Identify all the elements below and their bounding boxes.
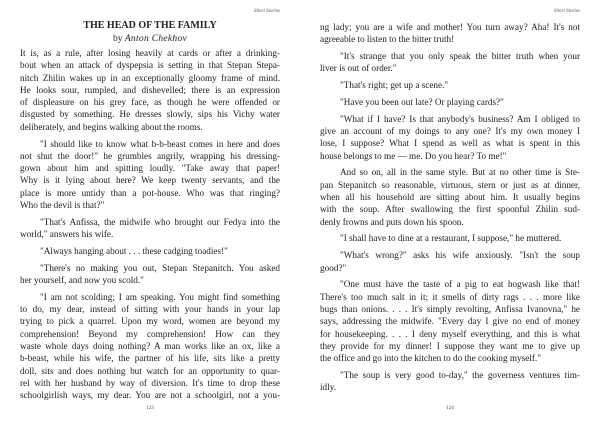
author-name: Anton Chekhov [124, 34, 188, 44]
text-line: And so on, all in the same style. But at no other time is Ste- [340, 167, 580, 178]
text-line: nitch Zhilin wakes up in an exceptionally gloomy frame of mind. [20, 72, 280, 83]
page-body [320, 21, 580, 398]
text-line: give an account of my doings to any one? It's my own money I [320, 126, 580, 137]
text-line: they provide for my dinner! I suppose they want me to give up [320, 340, 580, 351]
text-line: trying to pick a quarrel. Upon my word, women are beyond my [20, 316, 280, 327]
text-line: schoolgirlish ways, my dear. You are not a schoolgirl, not a you- [20, 390, 280, 401]
text-line: ng lady; you are a wife and mother! You turn away? Aha! It's not [320, 22, 580, 32]
text-line: with the soup. After swallowing the first spoonful Zhilin sud- [320, 204, 580, 215]
text-line: not shut the door!" he grumbles angrily, wrapping his dressing- [20, 150, 280, 161]
text-line: "I am not scolding; I am speaking. You might find something [40, 291, 280, 302]
paragraph [320, 50, 580, 75]
text-line: "What's wrong?" asks his wife anxiously. "Isn't the soup [340, 250, 580, 261]
page-number: 123 [146, 406, 154, 411]
text-line: for housekeeping. . . . I deny myself everything, and this is what [320, 328, 580, 339]
text-line: her yourself, and now you scold." [20, 275, 144, 286]
text-line: gown about him and spitting loudly. "Take away that paper! [20, 163, 280, 174]
paragraph [20, 216, 280, 241]
paragraph [20, 262, 280, 287]
paragraph [320, 96, 580, 108]
paragraph [20, 47, 280, 133]
text-line: idly. [320, 382, 336, 393]
paragraph [320, 166, 580, 227]
text-line: "Have you been out late? Or playing cards?" [340, 96, 504, 107]
text-line: "The soup is very good to-day," the governess ventures tim- [340, 369, 580, 380]
text-line: "One must have the taste of a pig to eat hogwash like that! [340, 279, 580, 290]
text-line: of displeasure on his grey face, as though he were offended or [20, 97, 280, 108]
paragraph [20, 138, 280, 212]
paragraph [320, 79, 580, 91]
text-line: pan Stepanitch so reasonable, virtuous, stern or just as at dinner, [320, 179, 580, 190]
text-line: denly frowns and puts down his spoon. [320, 216, 464, 227]
text-line: liver is out of order." [320, 63, 397, 74]
right-page [300, 0, 600, 424]
text-line: "It's strange that you only speak the bitter truth when your [340, 51, 580, 62]
paragraph [20, 291, 280, 402]
text-line: comprehension! Beyond my comprehension! How can they [20, 328, 280, 339]
text-line: "That's Anfissa, the midwife who brought our Fedya into the [40, 216, 280, 227]
paragraph [320, 369, 580, 394]
text-line: "There's no making you out, Stepan Stepanitch. You asked [40, 262, 280, 273]
text-line: Why is it lying about here? We keep twenty servants, and the [20, 175, 280, 186]
text-line: "What if I have? Is that anybody's business? Am I obliged to [340, 113, 580, 124]
text-line: "That's right; get up a scene." [340, 80, 449, 91]
text-line: bugs than onions. . . . It's simply revolting, Anfissa Ivanovna," he [320, 303, 580, 314]
text-line: waste whole days doing nothing? A man works like an ox, like a [20, 341, 280, 352]
story-title: THE HEAD OF THE FAMILY [83, 20, 217, 31]
paragraph [320, 278, 580, 364]
text-line: deliberately, and begins walking about the rooms. [20, 121, 203, 132]
text-line: place is more untidy than a pot-house. Who was that ringing? [20, 187, 280, 198]
text-line: It is, as a rule, after losing heavily at cards or after a drinking- [20, 48, 280, 58]
text-line: doll, sits and does nothing but watch for an opportunity to quar- [20, 365, 280, 376]
text-line: to do, my dear, instead of sitting with your hands in your lap [20, 304, 280, 315]
text-line: "I should like to know what b-b-beast comes in here and does [40, 138, 280, 149]
text-line: good?" [320, 262, 347, 273]
running-head: Short Stories [254, 9, 280, 14]
page-number: 124 [446, 406, 454, 411]
paragraph [320, 21, 580, 46]
text-line: lose, I suppose? What I spend as well as what is spent in this [320, 138, 580, 149]
paragraph [320, 113, 580, 162]
paragraph [20, 245, 280, 257]
text-line: disgusted by something. He dresses slowly, sips his Vichy water [20, 109, 280, 120]
page-body [20, 47, 280, 406]
paragraph [320, 249, 580, 274]
text-line: the office and go into the kitchen to do the cooking myself." [320, 353, 541, 364]
text-line: world," answers his wife. [20, 229, 114, 240]
text-line: bout when an attack of dyspepsia is setting in that Stepan Stepa- [20, 60, 280, 71]
text-line: b-beast, while his wife, the partner of his life, sits like a pretty [20, 353, 280, 364]
paragraph [320, 232, 580, 244]
text-line: "I shall have to dine at a restaurant, I suppose," he muttered. [340, 233, 562, 244]
text-line: agreeable to listen to the bitter truth! [320, 34, 455, 45]
byline-prefix: by [112, 34, 123, 44]
text-line: rel with her husband by way of diversion. It's time to drop these [20, 377, 280, 388]
running-head: Short Stories [554, 9, 580, 14]
text-line: Who the devil is that?" [20, 200, 105, 211]
text-line: "Always hanging about . . . these cadging toadies!" [40, 245, 228, 256]
text-line: says, addressing the midwife. "Every day I give no end of money [320, 316, 580, 327]
text-line: He looks sour, rumpled, and dishevelled; there is an expression [20, 84, 280, 95]
text-line: house belongs to me — me. Do you hear? To me!" [320, 150, 507, 161]
byline [0, 34, 300, 45]
text-line: There's too much salt in it; it smells of dirty rags . . . more like [320, 291, 580, 302]
text-line: when all his household are sitting about him. It usually begins [320, 192, 580, 203]
